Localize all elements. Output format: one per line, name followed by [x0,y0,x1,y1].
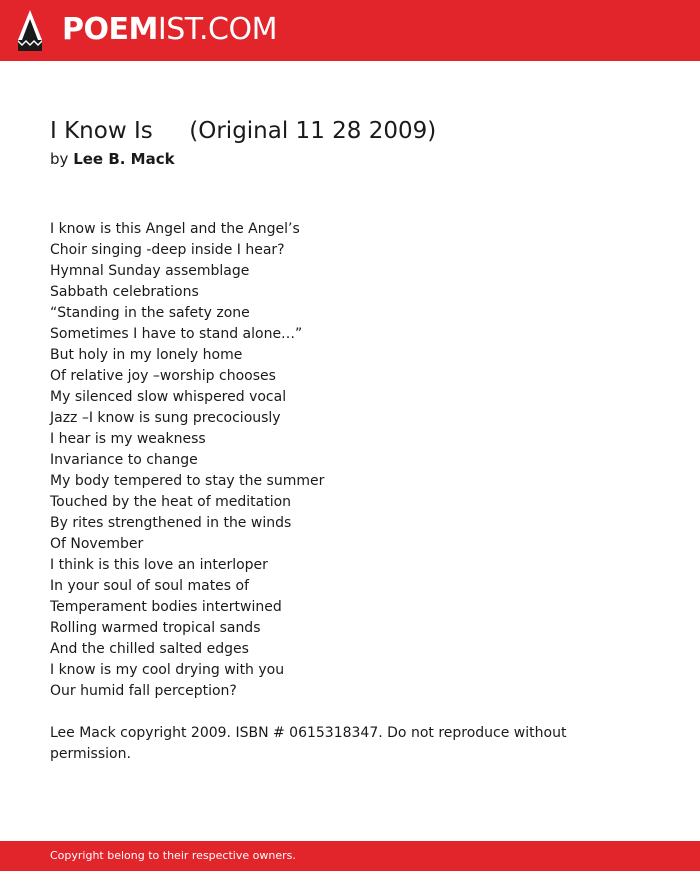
poem-line: Sabbath celebrations [50,284,199,300]
poem-title: I Know Is (Original 11 28 2009) [50,118,437,144]
byline [50,149,175,169]
poem-line: I think is this love an interloper [50,557,268,573]
poem-line: Of November [50,536,144,552]
logo-text-light: IST.COM [157,12,277,47]
poem-line: Sometimes I have to stand alone…” [50,326,303,342]
poem-line: Choir singing -deep inside I hear? [50,242,285,258]
poem-line: I know is this Angel and the Angel’s [50,221,300,237]
poem-line: I hear is my weakness [50,431,206,447]
poem-line: Of relative joy –worship chooses [50,368,276,384]
poem-line: My body tempered to stay the summer [50,473,325,489]
site-logo[interactable] [62,12,277,48]
by-label: by [50,150,69,168]
poem-line: And the chilled salted edges [50,641,249,657]
poem-line: My silenced slow whispered vocal [50,389,287,405]
poem-line: Invariance to change [50,452,198,468]
copyright-note: Lee Mack copyright 2009. ISBN # 0615318347. Do not reproduce without permission. [50,725,567,762]
poem-line: “Standing in the safety zone [50,305,250,321]
site-footer [0,841,700,871]
site-header [0,0,700,61]
poem-line: In your soul of soul mates of [50,578,250,594]
poem-line: Our humid fall perception? [50,683,237,699]
footer-copyright: Copyright belong to their respective owners. [50,849,296,862]
pencil-icon[interactable] [18,10,42,51]
poem-line: But holy in my lonely home [50,347,243,363]
poem-line: I know is my cool drying with you [50,662,285,678]
poem-line: Temperament bodies intertwined [50,599,282,615]
logo-text-bold: POEM [62,12,158,47]
poem-line: Jazz –I know is sung precociously [50,410,281,426]
poem-body [50,219,324,702]
poem-line: Hymnal Sunday assemblage [50,263,250,279]
author-name: Lee B. Mack [73,150,175,168]
poem-line: Touched by the heat of meditation [50,494,292,510]
poem-line: Rolling warmed tropical sands [50,620,261,636]
poem-line: By rites strengthened in the winds [50,515,292,531]
